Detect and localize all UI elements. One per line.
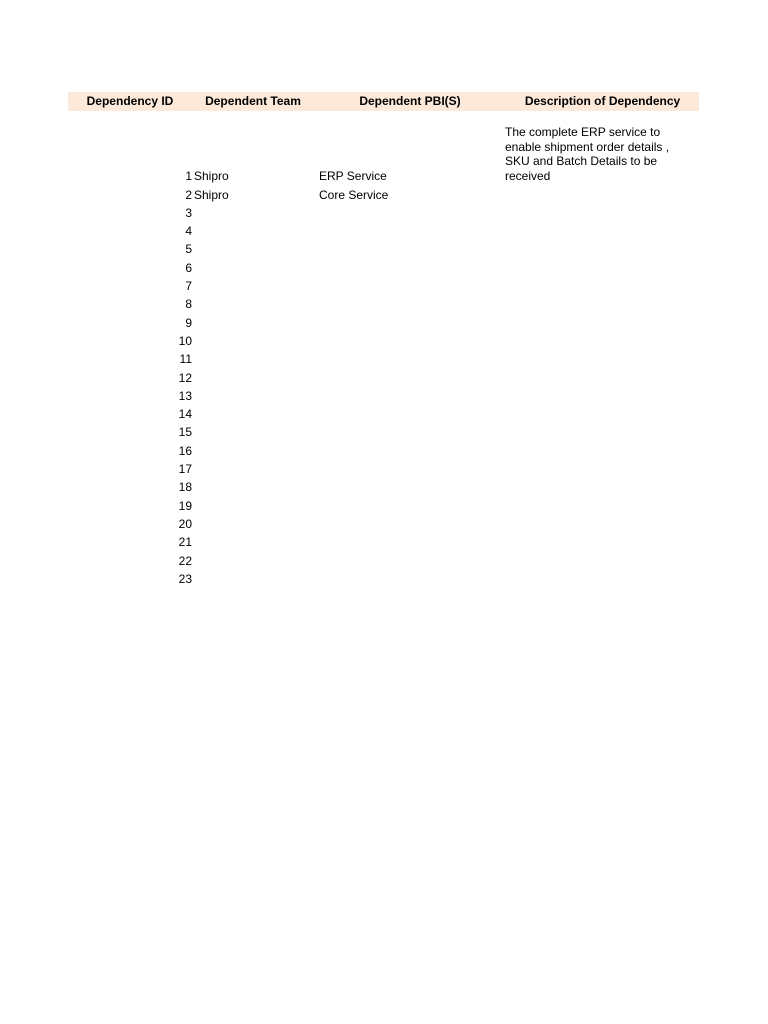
table-row [68,295,699,313]
table-row [68,186,699,204]
header-dependent-team[interactable]: Dependent Team [205,94,301,108]
cell-dependency-id[interactable]: 19 [178,498,192,513]
cell-dependent-pbi[interactable]: ERP Service [319,169,387,183]
cell-dependency-id[interactable]: 12 [178,370,192,385]
cell-dependency-id[interactable]: 2 [185,187,192,202]
table-row [68,460,699,478]
cell-dependency-id[interactable]: 4 [185,224,192,239]
header-dependent-pbis[interactable]: Dependent PBI(S) [359,94,461,108]
table-row [68,423,699,441]
table-row [68,552,699,570]
table-row [68,570,699,588]
table-row [68,277,699,295]
cell-dependency-id[interactable]: 16 [178,443,192,458]
cell-dependency-id[interactable]: 22 [178,553,192,568]
table-row [68,204,699,222]
header-description-of-dependency[interactable]: Description of Dependency [524,94,681,108]
table-row [68,478,699,496]
table-row [68,332,699,350]
cell-dependent-team[interactable]: Shipro [194,187,229,202]
cell-dependency-id[interactable]: 10 [178,333,192,348]
cell-dependency-id[interactable]: 3 [185,205,192,220]
table-row [68,240,699,258]
cell-dependency-id[interactable]: 21 [178,535,192,550]
cell-dependency-id[interactable]: 9 [185,315,192,330]
table-row [68,515,699,533]
cell-dependency-id[interactable]: 8 [185,297,192,312]
cell-dependent-team[interactable]: Shipro [194,169,229,183]
table-row [68,222,699,240]
cell-dependency-id[interactable]: 18 [178,480,192,495]
cell-dependency-id[interactable]: 23 [178,571,192,586]
cell-dependency-id[interactable]: 13 [178,388,192,403]
cell-dependency-id[interactable]: 17 [178,462,192,476]
table-row [68,259,699,277]
cell-dependency-id[interactable]: 15 [178,425,192,440]
cell-dependent-pbi[interactable]: Core Service [319,187,389,202]
table-row [68,314,699,332]
cell-description[interactable]: The complete ERP service to enable shipment order details , SKU and Batch Details to be received [505,125,670,183]
cell-dependency-id[interactable]: 7 [185,279,192,293]
cell-dependency-id[interactable]: 14 [178,407,192,422]
table-row [68,533,699,551]
table-row [68,387,699,405]
table-row [68,369,699,387]
table-row [68,405,699,423]
cell-dependency-id[interactable]: 5 [185,242,192,257]
cell-dependency-id[interactable]: 11 [179,352,192,367]
table-header-row [68,92,699,111]
cell-dependency-id[interactable]: 1 [185,169,192,183]
table-row [68,350,699,368]
table-row [68,125,699,185]
header-dependency-id[interactable]: Dependency ID [86,94,174,108]
cell-dependency-id[interactable]: 6 [185,260,192,275]
cell-dependency-id[interactable]: 20 [178,516,192,531]
table-row [68,497,699,515]
table-row [68,442,699,460]
